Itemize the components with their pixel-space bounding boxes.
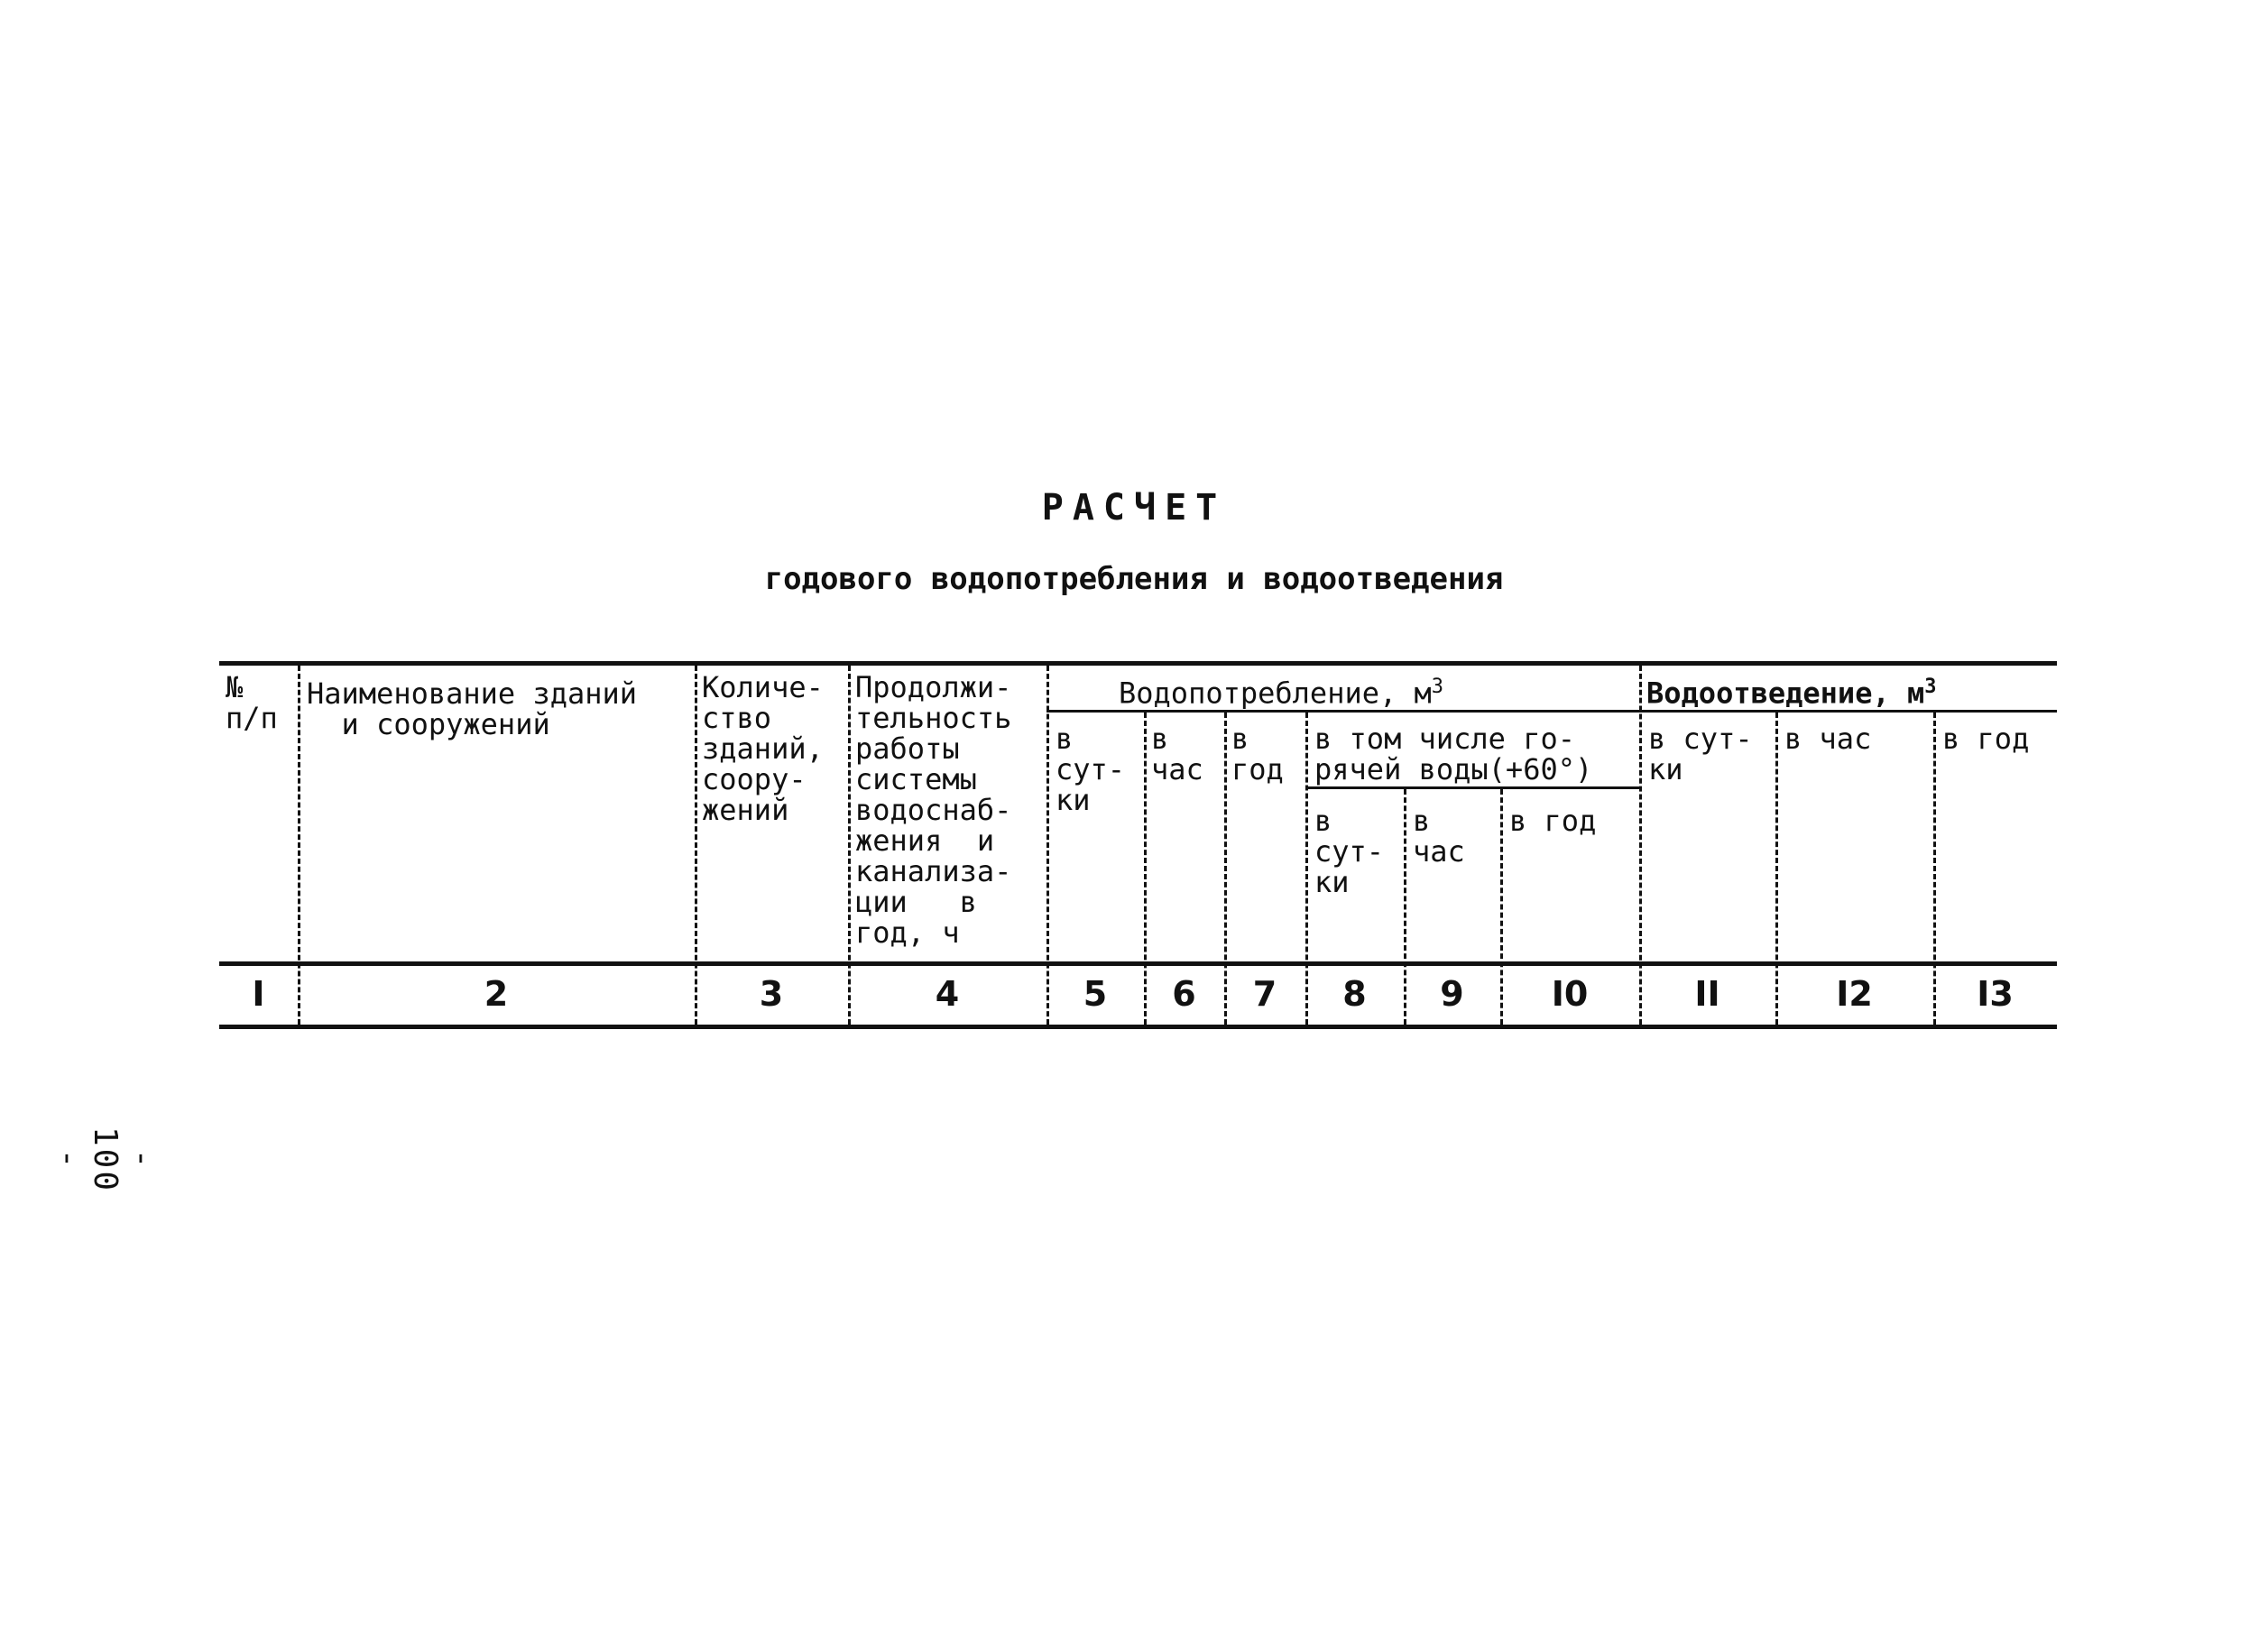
header-number: № п/п: [226, 670, 278, 735]
header-hot-per-year: в год: [1509, 804, 1597, 838]
column-number-8: 8: [1342, 974, 1367, 1014]
page-number: - 100 -: [50, 1126, 161, 1194]
column-number-9: 9: [1440, 974, 1464, 1014]
document-title: РАСЧЕТ: [1041, 487, 1227, 529]
header-building-count: Количе- ство зданий, соору- жений: [702, 670, 824, 827]
divider-3: [848, 666, 851, 1025]
column-number-6: 6: [1172, 974, 1196, 1014]
hot-water-underline: [1305, 786, 1639, 789]
column-number-2: 2: [484, 974, 509, 1014]
column-number-3: 3: [759, 974, 784, 1014]
document-subtitle: годового водопотребления и водоотведения: [764, 561, 1504, 597]
column-number-5: 5: [1083, 974, 1108, 1014]
header-hot-per-hour: в час: [1413, 804, 1465, 869]
divider-10: [1639, 666, 1642, 1025]
column-number-10: I0: [1551, 974, 1589, 1014]
header-drainage-per-day: в сут- ки: [1648, 722, 1753, 786]
header-bottom-border: [219, 961, 2057, 966]
column-number-12: I2: [1836, 974, 1873, 1014]
column-number-13: I3: [1977, 974, 2014, 1014]
divider-1: [298, 666, 300, 1025]
table-top-border: [219, 661, 2057, 666]
column-number-7: 7: [1252, 974, 1277, 1014]
header-water-use-group: Водопотребление, $м^3$: [1119, 676, 1444, 711]
column-number-1: I: [252, 974, 265, 1014]
divider-2: [695, 666, 697, 1025]
header-drainage-per-year: в год: [1942, 722, 2030, 756]
header-drainage-group: Водоотведение, $м^3$: [1646, 676, 1937, 711]
table-bottom-border: [219, 1025, 2057, 1029]
header-drainage-per-hour: в час: [1784, 722, 1872, 756]
column-number-11: II: [1694, 974, 1720, 1014]
header-hot-per-day: в сут- ки: [1314, 804, 1385, 899]
header-duration: Продолжи- тельность работы системы водоснаб- жения и канализа- ции в год, ч: [855, 670, 1012, 950]
divider-4: [1046, 666, 1049, 1025]
header-per-hour: в час: [1151, 722, 1203, 786]
header-building-name: Наименование зданий и сооружений: [307, 676, 638, 741]
header-per-day: в сут- ки: [1056, 722, 1126, 817]
column-number-4: 4: [935, 974, 960, 1014]
header-per-year: в год: [1231, 722, 1284, 786]
header-hot-water-group: в том числе го- рячей воды(+60°): [1314, 722, 1593, 786]
